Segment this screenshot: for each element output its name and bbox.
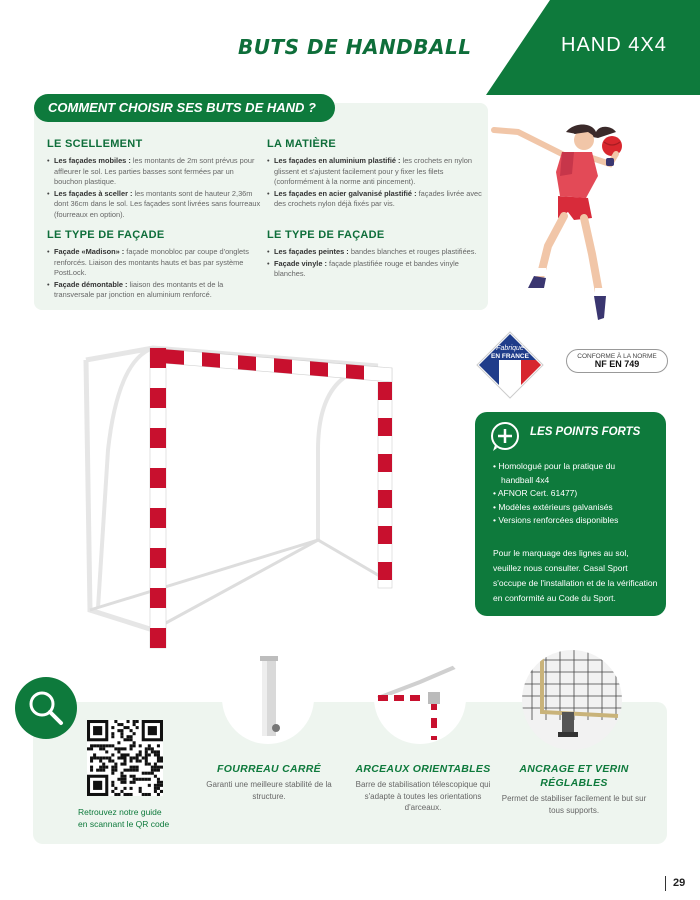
list-item: • Les façades peintes : bandes blanches et rouges plastifiées. bbox=[267, 247, 482, 258]
list-item: • Façade «Madison» : façade monobloc par coupe d'onglets renforcés. Liaison des montants hauts et bas par système PostLock. bbox=[47, 247, 262, 279]
finish-type-column bbox=[267, 229, 482, 281]
norm-badge bbox=[566, 349, 668, 373]
facade-type-title: LE TYPE DE FAÇADE bbox=[47, 229, 165, 241]
choose-heading: COMMENT CHOISIR SES BUTS DE HAND ? bbox=[34, 94, 335, 122]
list-item: • Façade vinyle : façade plastifiée rouge et bandes vinyle blanches. bbox=[267, 259, 482, 280]
adjustable-arches-image bbox=[374, 652, 466, 744]
material-title: LA MATIÈRE bbox=[267, 138, 336, 150]
facade-type-column bbox=[47, 229, 262, 302]
goal-stripe bbox=[150, 548, 166, 568]
feature-title: FOURREAU CARRÉ bbox=[217, 763, 321, 775]
page-title: BUTS DE HANDBALL bbox=[238, 35, 472, 59]
goal-stripe bbox=[238, 355, 256, 370]
anchor-jack-image bbox=[522, 650, 622, 750]
sealing-title: LE SCELLEMENT bbox=[47, 138, 143, 150]
feature-description: Barre de stabilisation télescopique qui s'adapte à toutes les orientations d'arceaux. bbox=[355, 780, 491, 812]
made-in-france-badge bbox=[475, 330, 545, 400]
feature-title: ARCEAUX ORIENTABLES bbox=[355, 763, 491, 775]
list-item: • Modèles extérieurs galvanisés bbox=[493, 501, 613, 512]
goal-stripe bbox=[378, 454, 392, 472]
sealing-list bbox=[47, 156, 262, 221]
goal-stripe bbox=[150, 468, 166, 488]
norm-value: NF EN 749 bbox=[594, 359, 640, 369]
facade-type-list bbox=[47, 247, 262, 301]
list-item: handball 4x4 bbox=[501, 474, 550, 485]
section-tag: HAND 4X4 bbox=[561, 34, 667, 56]
feature-description: Garanti une meilleure stabilité de la structure. bbox=[206, 780, 332, 801]
made-in-line2: EN FRANCE bbox=[491, 353, 529, 360]
goal-stripe bbox=[378, 490, 392, 508]
norm-label: CONFORME À LA NORME bbox=[577, 353, 657, 360]
goal-stripe bbox=[310, 361, 328, 376]
made-in-line1: Fabriqué bbox=[496, 345, 524, 352]
feature-title-line1: ANCRAGE ET VERIN bbox=[519, 763, 629, 775]
goal-stripe bbox=[346, 364, 364, 379]
goal-stripe bbox=[378, 562, 392, 580]
goal-stripe bbox=[202, 352, 220, 367]
feature-square-sleeve bbox=[200, 762, 338, 802]
goal-stripe bbox=[378, 382, 392, 400]
handball-goal-illustration bbox=[78, 330, 408, 650]
list-item: • Versions renforcées disponibles bbox=[493, 515, 619, 525]
finish-type-title: LE TYPE DE FAÇADE bbox=[267, 229, 385, 241]
sealing-column bbox=[47, 138, 262, 222]
list-item: • Les façades en acier galvanisé plastifié : façades livrée avec des crochets nylon déjà fixés par vis. bbox=[267, 189, 482, 210]
goal-stripe bbox=[378, 526, 392, 544]
goal-stripe bbox=[150, 348, 166, 368]
feature-description: Permet de stabiliser facilement le but sur tous supports. bbox=[501, 794, 647, 815]
strengths-heading: LES POINTS FORTS bbox=[530, 426, 641, 438]
square-sleeve-image bbox=[222, 652, 314, 744]
feature-anchor-jack bbox=[500, 762, 648, 816]
goal-stripe bbox=[150, 388, 166, 408]
page-number: 29 bbox=[665, 876, 685, 891]
qr-caption bbox=[78, 806, 188, 830]
strengths-note: Pour le marquage des lignes au sol, veuillez nous consulter. Casal Sport s'occupe de l'installation et de la vérification en conformité au Code du Sport. bbox=[493, 548, 658, 603]
finish-type-list bbox=[267, 247, 482, 280]
goal-stripe bbox=[150, 588, 166, 608]
list-item: • Façade démontable : liaison des montants et de la transversale par jonction en aluminium renforcé. bbox=[47, 280, 262, 301]
goal-stripe bbox=[378, 418, 392, 436]
material-column bbox=[267, 138, 482, 211]
feature-title-line2: RÉGLABLES bbox=[540, 777, 608, 789]
qr-caption-line2: en scannant le QR code bbox=[78, 819, 170, 829]
goal-stripe bbox=[274, 358, 292, 373]
goal-stripe bbox=[150, 628, 166, 648]
goal-stripe bbox=[150, 508, 166, 528]
goal-stripe bbox=[150, 428, 166, 448]
list-item: • AFNOR Cert. 61477) bbox=[493, 488, 578, 498]
qr-code[interactable] bbox=[87, 720, 163, 796]
goal-stripe bbox=[166, 349, 184, 364]
list-item: • Les façades en aluminium plastifié : les crochets en nylon glissent et s'ajustent facilement pour y fixer les filets (conformément à la norme anti pincement). bbox=[267, 156, 482, 188]
strengths-list bbox=[493, 460, 618, 528]
feature-adjustable-arches bbox=[352, 762, 494, 814]
strengths-box bbox=[475, 412, 666, 616]
list-item: • Homologué pour la pratique du bbox=[493, 461, 616, 471]
handball-player-illustration bbox=[488, 118, 628, 328]
search-icon bbox=[15, 677, 77, 739]
qr-caption-line1: Retrouvez notre guide bbox=[78, 807, 162, 817]
list-item: • Les façades à sceller : les montants sont de hauteur 2,36m dont 36cm dans le sol. Les façades sont livrées sans fourreaux (fourreaux en option). bbox=[47, 189, 262, 221]
list-item: • Les façades mobiles : les montants de 2m sont prévus pour affleurer le sol. Les parties basses sont fermées par un bouchon plastique. bbox=[47, 156, 262, 188]
plus-icon bbox=[489, 420, 521, 452]
material-list bbox=[267, 156, 482, 210]
